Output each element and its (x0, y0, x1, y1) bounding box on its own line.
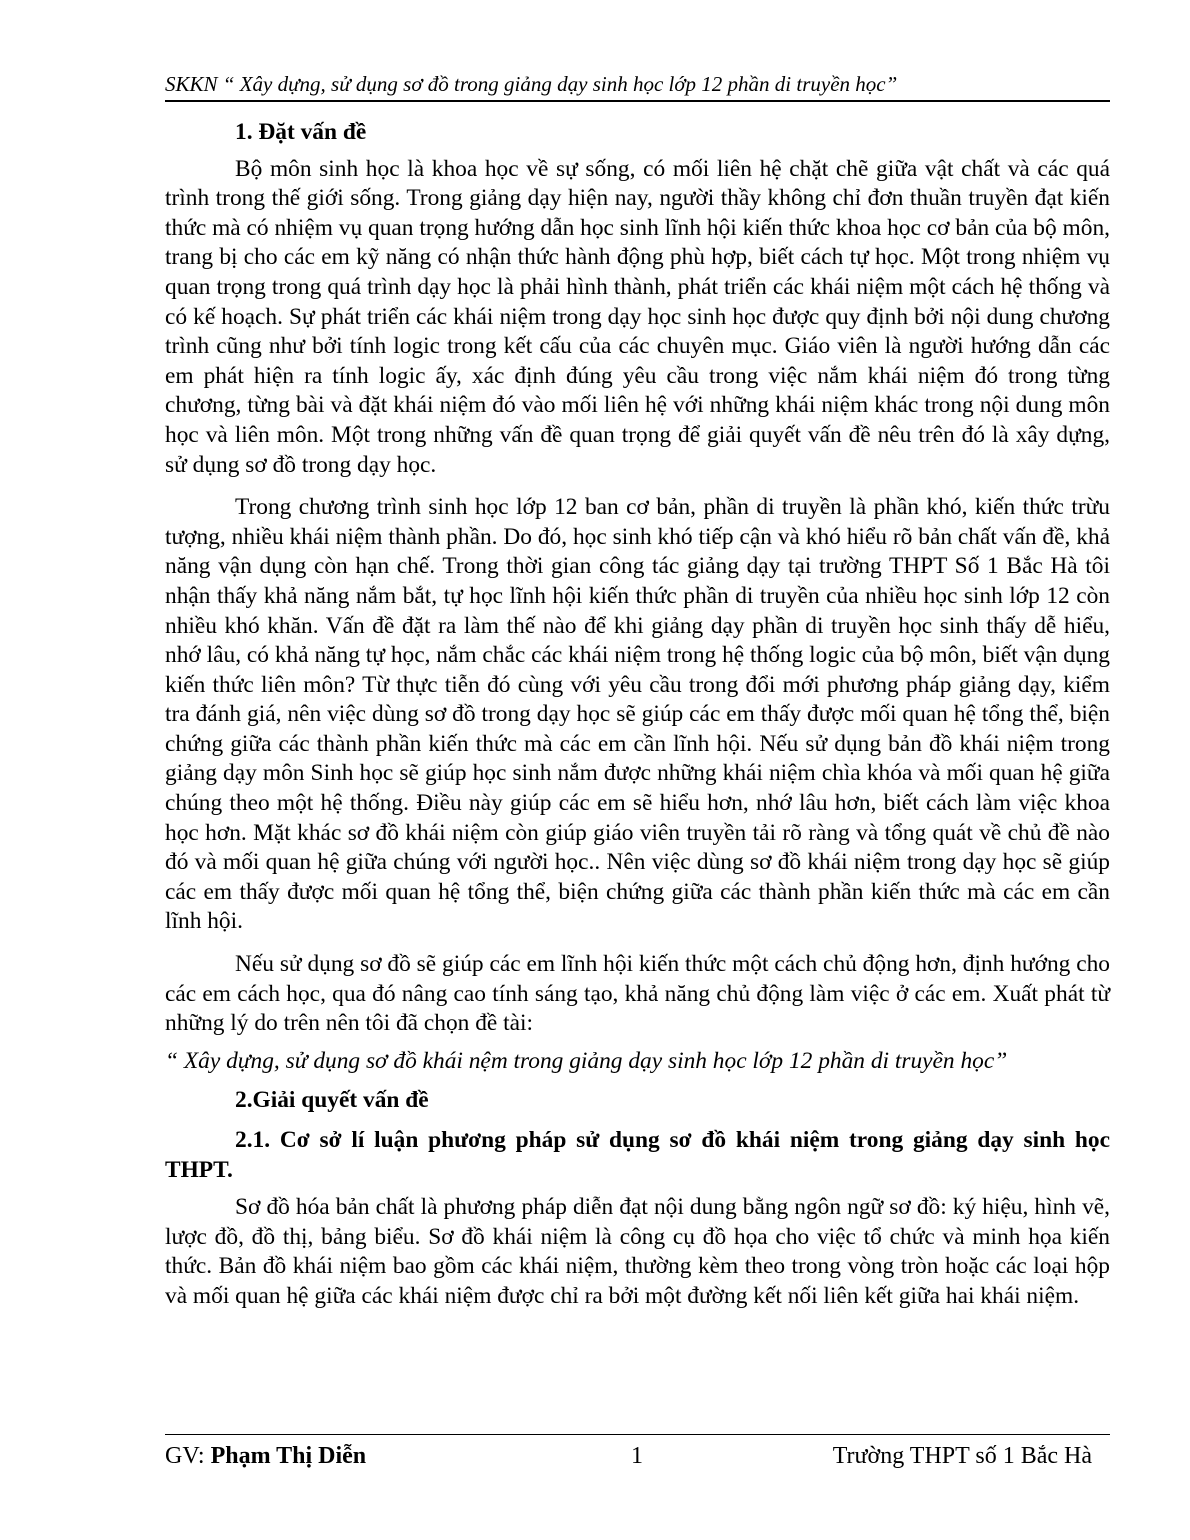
page-footer (165, 1434, 1110, 1472)
page-content (165, 118, 1110, 1312)
section-2-1-heading: 2.1. Cơ sở lí luận phương pháp sử dụng sơ đồ khái niệm trong giảng dạy sinh học THPT. (165, 1127, 1110, 1183)
paragraph-4: Sơ đồ hóa bản chất là phương pháp diễn đạt nội dung bằng ngôn ngữ sơ đồ: ký hiệu, hình vẽ, lược đồ, đồ thị, bảng biểu. Sơ đồ khái niệm là công cụ đồ họa cho việc tổ chức và minh họa kiến thức. Bản đồ khái niệm bao gồm các khái niệm, thường kèm theo trong vòng tròn hoặc các loại hộp và mối quan hệ giữa các khái niệm được chỉ ra bởi một đường kết nối liên kết giữa hai khái niệm. (165, 1194, 1110, 1309)
footer-teacher-prefix: GV: (165, 1443, 205, 1469)
paragraph-2: Trong chương trình sinh học lớp 12 ban cơ bản, phần di truyền là phần khó, kiến thức trừu tượng, nhiều khái niệm thành phần. Do đó, học sinh khó tiếp cận và khó hiểu rõ bản chất vấn đề, khả năng vận dụng còn hạn chế. Trong thời gian công tác giảng dạy tại trường THPT Số 1 Bắc Hà tôi nhận thấy khả năng nắm bắt, tự học lĩnh hội kiến thức phần di truyền của nhiều học sinh lớp 12 còn nhiều khó khăn. Vấn đề đặt ra làm thế nào để khi giảng dạy phần di truyền học sinh thấy dễ hiểu, nhớ lâu, có khả năng tự học, nắm chắc các khái niệm trong hệ thống logic của bộ môn, biết vận dụng kiến thức liên môn? Từ thực tiễn đó cùng với yêu cầu trong đổi mới phương pháp giảng dạy, kiểm tra đánh giá, nên việc dùng sơ đồ trong dạy học sẽ giúp các em thấy được mối quan hệ tổng thể, biện chứng giữa các thành phần kiến thức mà các em cần lĩnh hội. Nếu sử dụng bản đồ khái niệm trong giảng dạy môn Sinh học sẽ giúp học sinh nắm được những khái niệm chìa khóa và mối quan hệ giữa chúng theo một hệ thống. Điều này giúp các em sẽ hiểu hơn, nhớ lâu hơn, biết cách làm việc khoa học hơn. Mặt khác sơ đồ khái niệm còn giúp giáo viên truyền tải rõ ràng và tổng quát về chủ đề nào đó và mối quan hệ giữa chúng với người học.. Nên việc dùng sơ đồ khái niệm trong dạy học sẽ giúp các em thấy được mối quan hệ tổng thể, biện chứng giữa các thành phần kiến thức mà các em cần lĩnh hội. (165, 494, 1110, 935)
footer-teacher-name: Phạm Thị Diễn (210, 1443, 367, 1469)
section-2-heading: 2.Giải quyết vấn đề (235, 1087, 429, 1114)
running-header: SKKN “ Xây dựng, sử dụng sơ đồ trong giảng dạy sinh học lớp 12 phần di truyền học” (165, 70, 1110, 102)
paragraph-1: Bộ môn sinh học là khoa học về sự sống, có mối liên hệ chặt chẽ giữa vật chất và các quá trình trong thế giới sống. Trong giảng dạy hiện nay, người thầy không chỉ đơn thuần truyền đạt kiến thức mà có nhiệm vụ quan trọng hướng dẫn học sinh lĩnh hội kiến thức khoa học cơ bản của bộ môn, trang bị cho các em kỹ năng có nhận thức hành động phù hợp, biết cách tự học. Một trong nhiệm vụ quan trọng trong quá trình dạy học là phải hình thành, phát triển các khái niệm một cách hệ thống và có kế hoạch. Sự phát triển các khái niệm trong dạy học sinh học được quy định bởi nội dung chương trình cũng như bởi tính logic trong kết cấu của các chuyên mục. Giáo viên là người hướng dẫn các em phát hiện ra tính logic ấy, xác định đúng yêu cầu trong việc nắm khái niệm đó trong từng chương, từng bài và đặt khái niệm đó vào mối liên hệ với những khái niệm khác trong nội dung môn học và liên môn. Một trong những vấn đề quan trọng để giải quyết vấn đề nêu trên đó là xây dựng, sử dụng sơ đồ trong dạy học. (165, 155, 1110, 478)
footer-teacher (165, 1441, 366, 1471)
paragraph-3: Nếu sử dụng sơ đồ sẽ giúp các em lĩnh hội kiến thức một cách chủ động hơn, định hướng cho các em cách học, qua đó nâng cao tính sáng tạo, khả năng chủ động làm việc ở các em. Xuất phát từ những lý do trên nên tôi đã chọn đề tài: (165, 951, 1110, 1037)
topic-quote: “ Xây dựng, sử dụng sơ đồ khái nệm trong giảng dạy sinh học lớp 12 phần di truyền học” (165, 1047, 1008, 1074)
section-1-heading: 1. Đặt vấn đề (235, 119, 367, 145)
footer-school: Trường THPT số 1 Bắc Hà (832, 1443, 1092, 1469)
page-number: 1 (631, 1443, 643, 1469)
